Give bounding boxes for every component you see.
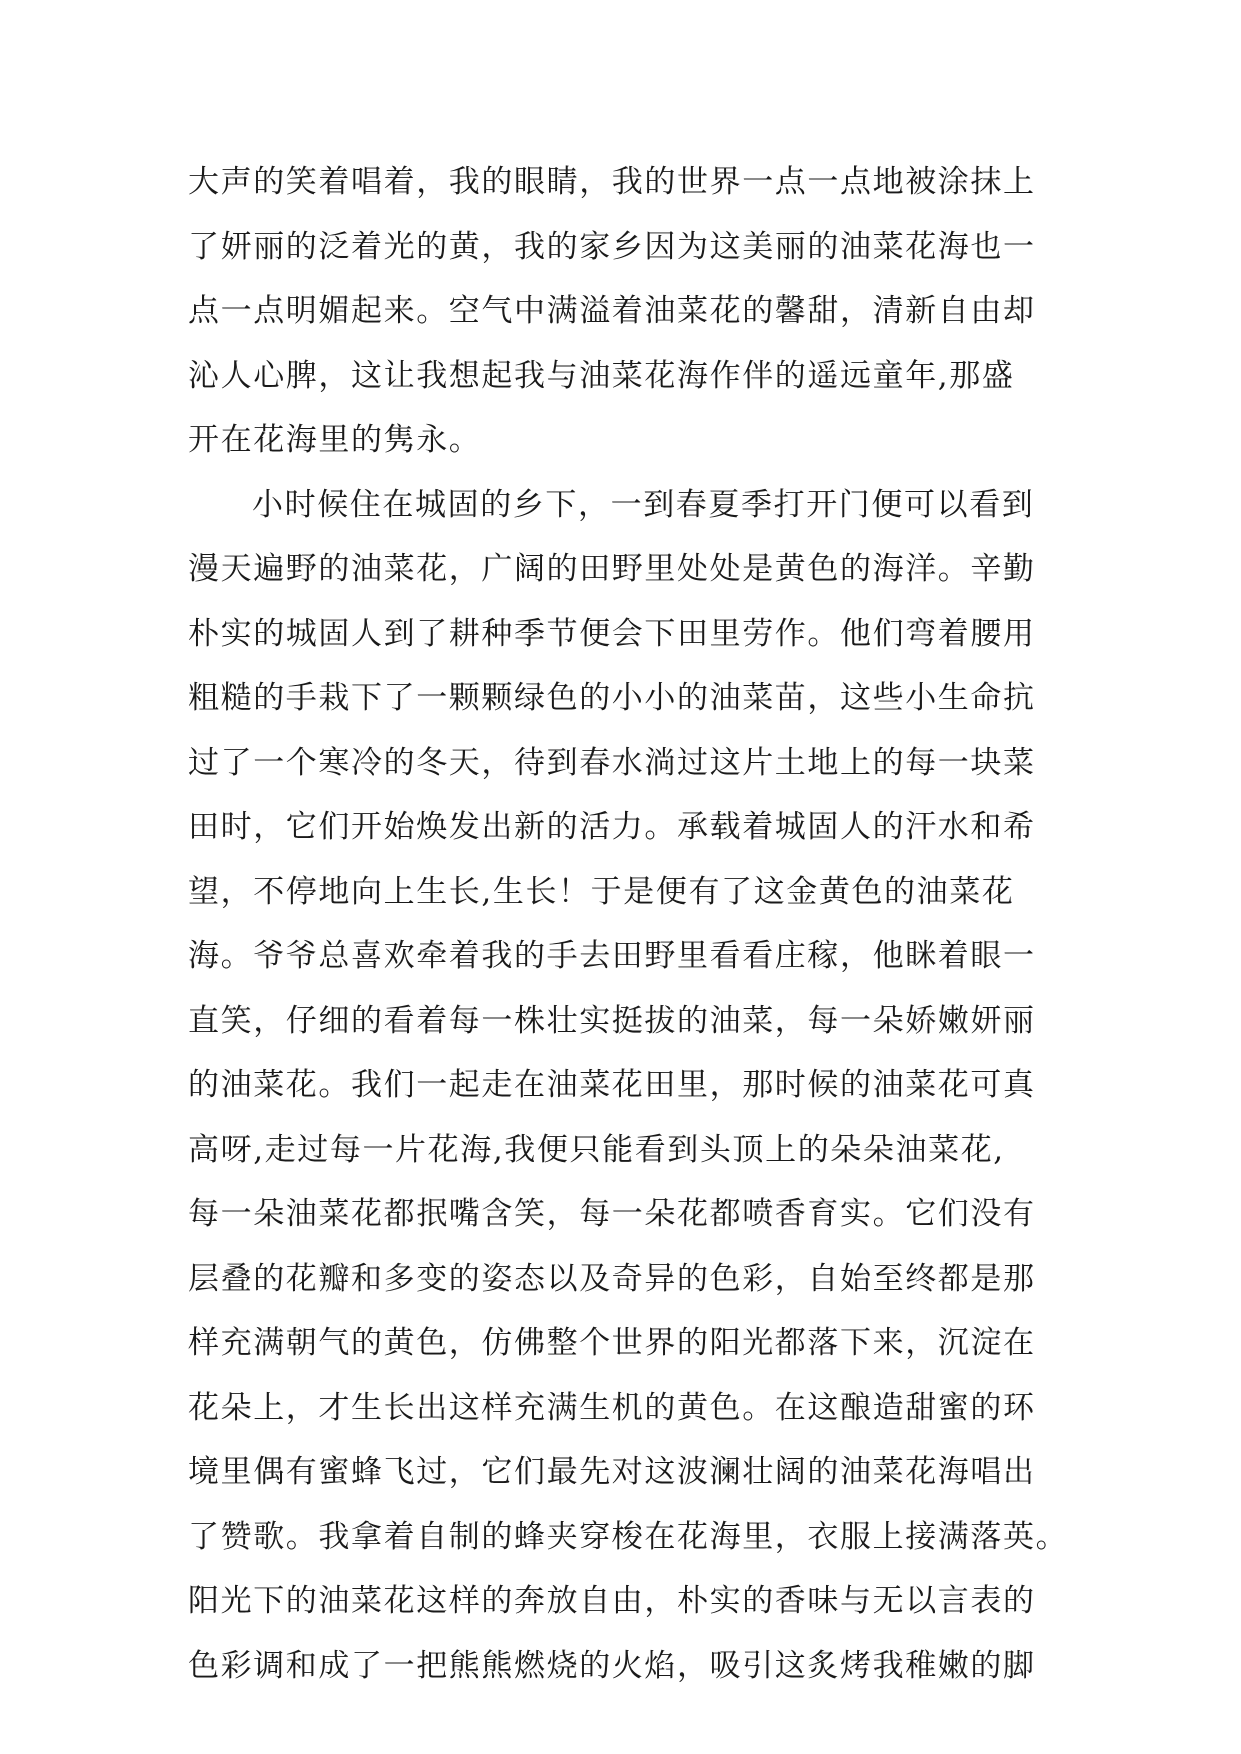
text-line: 花朵上，才生长出这样充满生机的黄色。在这酿造甜蜜的环 [188,1389,1036,1426]
paragraph-start-line: 小时候住在城固的乡下，一到春夏季打开门便可以看到 [252,486,1035,523]
text-line: 过了一个寒冷的冬天，待到春水淌过这片土地上的每一块菜 [188,744,1036,781]
text-line: 粗糙的手栽下了一颗颗绿色的小小的油菜苗，这些小生命抗 [188,680,1036,716]
text-line: 望，不停地向上生长,生长！于是便有了这金黄色的油菜花 [188,873,1015,910]
text-line: 漫天遍野的油菜花，广阔的田野里处处是黄色的海洋。辛勤 [188,551,1036,587]
text-line: 层叠的花瓣和多变的姿态以及奇异的色彩，自始至终都是那 [188,1260,1036,1297]
text-line: 样充满朝气的黄色，仿佛整个世界的阳光都落下来，沉淀在 [188,1325,1036,1361]
text-line: 高呀,走过每一片花海,我便只能看到头顶上的朵朵油菜花, [188,1131,1005,1168]
text-line: 海。爷爷总喜欢牵着我的手去田野里看看庄稼，他眯着眼一 [188,938,1036,974]
text-line: 了赞歌。我拿着自制的蜂夹穿梭在花海里，衣服上接满落英。 [188,1518,1069,1555]
text-line: 的油菜花。我们一起走在油菜花田里，那时候的油菜花可真 [188,1067,1036,1103]
text-line: 沁人心脾，这让我想起我与油菜花海作伴的遥远童年,那盛 [188,357,1015,394]
text-line: 每一朵油菜花都抿嘴含笑，每一朵花都喷香育实。它们没有 [188,1196,1036,1232]
text-line: 点一点明媚起来。空气中满溢着油菜花的馨甜，清新自由却 [188,293,1036,329]
text-line: 色彩调和成了一把熊熊燃烧的火焰，吸引这炙烤我稚嫩的脚 [188,1647,1036,1684]
text-line: 大声的笑着唱着，我的眼睛，我的世界一点一点地被涂抹上 [188,164,1036,200]
text-line: 朴实的城固人到了耕种季节便会下田里劳作。他们弯着腰用 [188,615,1036,652]
body-text [188,150,1069,1698]
text-line: 开在花海里的隽永。 [188,422,482,458]
text-line: 田时，它们开始焕发出新的活力。承载着城固人的汗水和希 [188,809,1036,845]
text-line: 境里偶有蜜蜂飞过，它们最先对这波澜壮阔的油菜花海唱出 [188,1454,1036,1490]
text-line: 直笑，仔细的看着每一株壮实挺拔的油菜，每一朵娇嫩妍丽 [188,1002,1036,1039]
text-line: 阳光下的油菜花这样的奔放自由，朴实的香味与无以言表的 [188,1583,1036,1619]
text-line: 了妍丽的泛着光的黄，我的家乡因为这美丽的油菜花海也一 [188,228,1036,265]
